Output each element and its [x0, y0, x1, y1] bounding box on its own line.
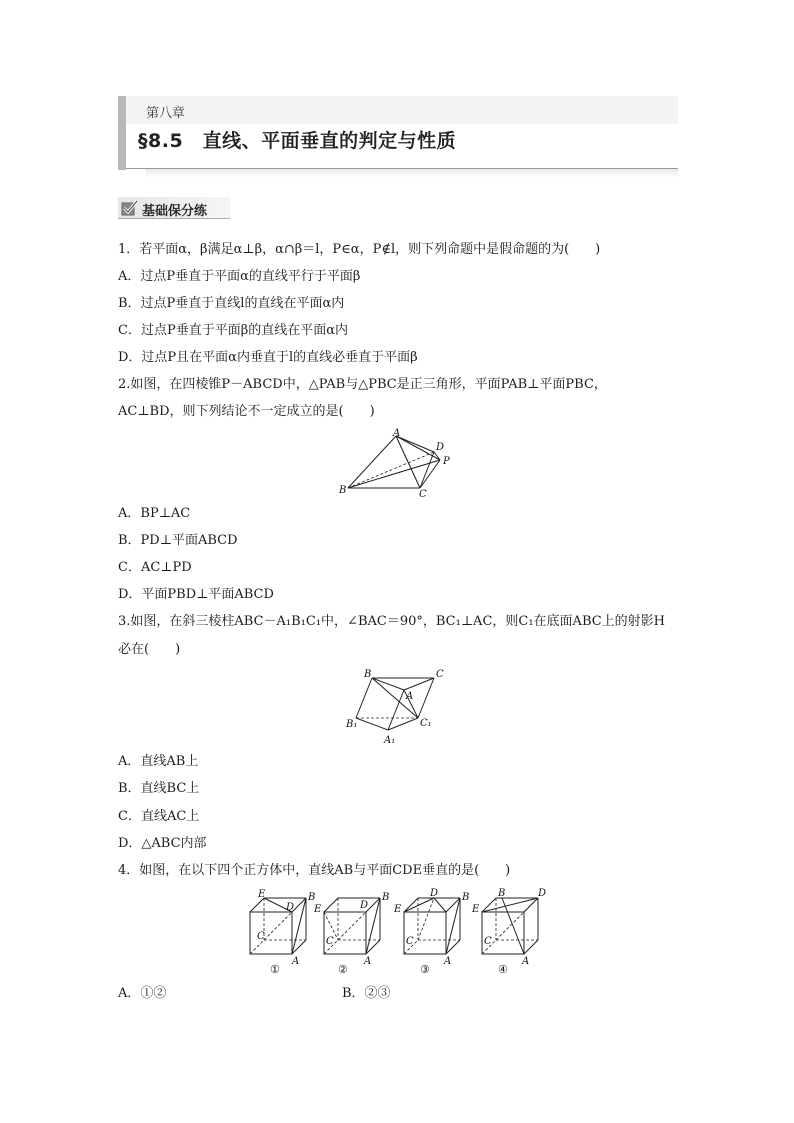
svg-text:C: C [406, 936, 414, 947]
q2-option-a: A．BP⊥AC [118, 506, 191, 521]
cube-figure-2 [314, 888, 392, 978]
svg-text:A: A [522, 956, 530, 967]
chapter-label: 第八章 [146, 106, 186, 121]
svg-text:A: A [292, 956, 300, 967]
section-title: §8.5 直线、平面垂直的判定与性质 [138, 130, 457, 152]
prism-figure [346, 666, 450, 748]
q2-option-d: D．平面PBD⊥平面ABCD [118, 587, 274, 602]
cube-figure-3 [394, 888, 472, 978]
q3-option-d: D．△ABC内部 [118, 836, 207, 851]
label-P: P [443, 456, 450, 467]
svg-text:B: B [462, 892, 470, 903]
q2-option-c: C．AC⊥PD [118, 560, 192, 575]
svg-text:E: E [258, 889, 266, 900]
svg-text:B: B [308, 892, 316, 903]
label-C1: C₁ [420, 718, 432, 729]
svg-text:D: D [286, 902, 295, 913]
cube-number-4: ④ [498, 963, 508, 976]
svg-text:B: B [382, 892, 390, 903]
svg-text:E: E [314, 904, 322, 915]
cube-figure-4 [472, 888, 550, 978]
header-shadow [146, 169, 678, 177]
svg-text:D: D [430, 888, 439, 899]
badge-label: 基础保分练 [142, 204, 208, 219]
q4-option-a: A．①② [118, 986, 167, 1001]
q1-option-d: D．过点P且在平面α内垂直于l的直线必垂直于平面β [118, 350, 418, 365]
header-side-bar [118, 96, 126, 170]
svg-text:D: D [538, 888, 547, 899]
q2-stem-line2: AC⊥BD，则下列结论不一定成立的是( ) [118, 404, 375, 419]
q2-option-b: B．PD⊥平面ABCD [118, 533, 238, 548]
pyramid-figure [336, 428, 460, 498]
svg-text:A: A [444, 956, 452, 967]
svg-text:C: C [326, 936, 334, 947]
q3-stem-line1: 3.如图，在斜三棱柱ABC－A₁B₁C₁中，∠BAC＝90°，BC₁⊥AC，则C₁在底面ABC上的射影H [118, 614, 666, 629]
q1-option-b: B．过点P垂直于直线l的直线在平面α内 [118, 296, 345, 311]
practice-badge [118, 197, 230, 219]
q3-option-b: B．直线BC上 [118, 781, 200, 796]
cube-number-3: ③ [420, 963, 430, 976]
cube-number-1: ① [270, 963, 280, 976]
label-A: A [393, 428, 401, 439]
label-C: C [436, 669, 444, 680]
q2-stem-line1: 2.如图，在四棱锥P－ABCD中，△PAB与△PBC是正三角形，平面PAB⊥平面PBC， [118, 377, 607, 392]
q3-stem-line2: 必在( ) [118, 642, 181, 657]
label-A1: A₁ [384, 735, 396, 746]
svg-text:D: D [360, 900, 369, 911]
q1-option-a: A．过点P垂直于平面α的直线平行于平面β [118, 269, 361, 284]
svg-text:B: B [498, 888, 506, 899]
svg-text:C: C [484, 936, 492, 947]
q1-option-c: C．过点P垂直于平面β的直线在平面α内 [118, 323, 348, 338]
svg-text:E: E [472, 904, 480, 915]
cube-figure-1 [246, 888, 324, 978]
q3-option-a: A．直线AB上 [118, 754, 199, 769]
q3-option-c: C．直线AC上 [118, 809, 200, 824]
q4-stem: 4．如图，在以下四个正方体中，直线AB与平面CDE垂直的是( ) [118, 863, 511, 878]
svg-text:C: C [257, 931, 265, 942]
chapter-strip [126, 96, 678, 124]
label-D: D [436, 442, 445, 453]
cube-number-2: ② [338, 963, 348, 976]
svg-text:A: A [364, 956, 372, 967]
label-C: C [419, 489, 427, 498]
q4-option-b: B．②③ [342, 986, 391, 1001]
label-B1: B₁ [346, 719, 358, 730]
label-A: A [406, 691, 414, 702]
chapter-header [118, 96, 678, 170]
label-B: B [339, 485, 347, 496]
svg-text:E: E [394, 904, 402, 915]
q1-stem: 1．若平面α，β满足α⊥β，α∩β＝l，P∈α，P∉l，则下列命题中是假命题的为( ) [118, 242, 601, 257]
label-B: B [364, 669, 372, 680]
checkmark-icon [121, 200, 139, 216]
